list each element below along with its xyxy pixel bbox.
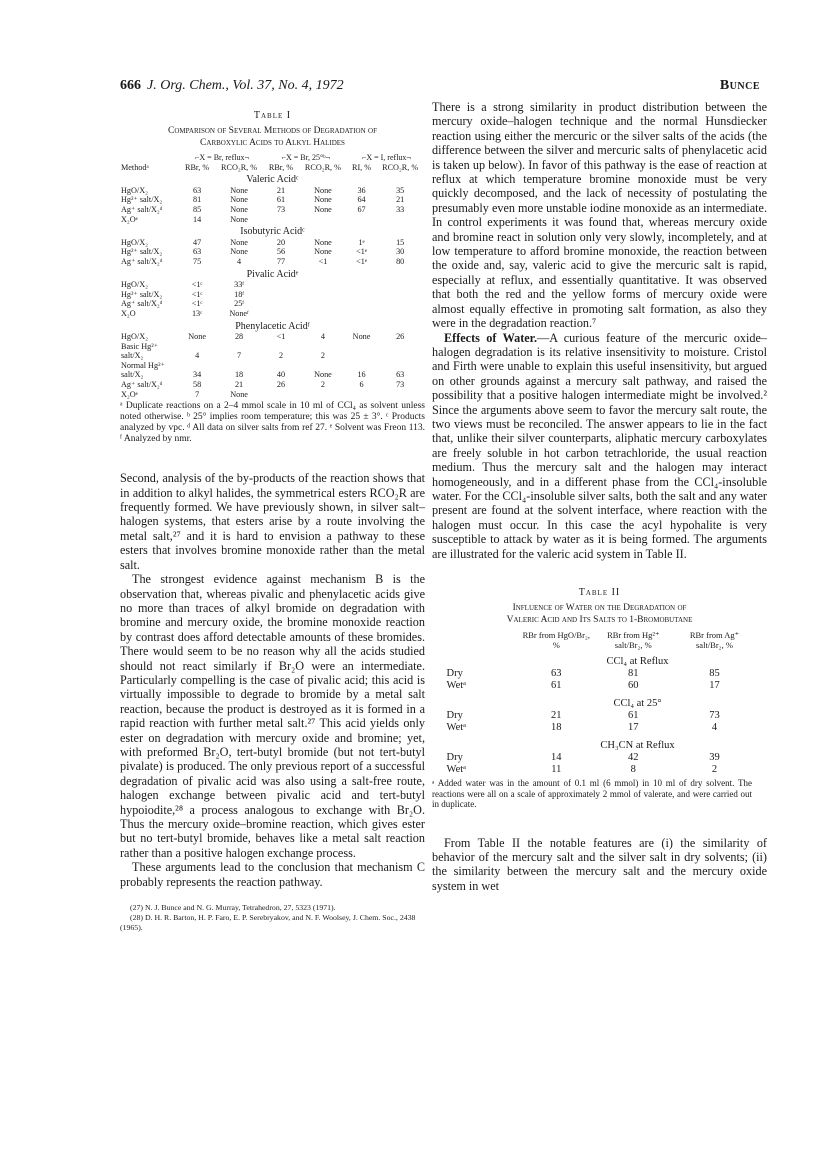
table-row [120,247,425,257]
value-cell: 26 [276,380,286,390]
table-row [120,205,425,215]
group-header: ⌐X = Br, reflux¬ [194,153,249,162]
value-cell: 14 [551,752,562,763]
value-cell: 63 [551,668,562,679]
paragraph [432,331,767,562]
value-cell [348,299,376,309]
spacer-cell [445,692,521,710]
value-cell [298,280,348,290]
condition-cell: Dry [446,752,463,763]
spacer-cell [445,650,521,668]
condition-cell: Wetᵃ [446,764,467,775]
column-header: RBr, % [184,162,210,172]
table2-caption-line: Valeric Acid and Its Salts to 1-Bromobutane [506,615,693,625]
value-cell [375,342,425,352]
table-row [120,370,425,380]
table-row [120,380,425,390]
value-cell: 4 [195,351,200,361]
value-cell [375,390,425,400]
value-cell: 56 [276,247,286,257]
table-row [120,238,425,248]
table1 [120,153,425,399]
table-row [120,299,425,309]
value-cell: 73 [396,380,405,390]
reference-28: (28) D. H. R. Barton, H. P. Faro, E. P. Serebryakov, and N. F. Woolsey, J. Chem. Soc., 2438 (1965). [120,913,416,933]
value-cell: 77 [276,256,286,266]
table2-body [445,650,755,776]
table1-body [120,172,425,399]
table-row [120,361,425,371]
section-title: Pivalic Acidᵉ [246,268,299,280]
table-row [120,390,425,400]
value-cell: <1 [318,256,328,266]
method-cell: X₂Oᵉ [121,214,138,224]
value-cell: None [314,237,332,247]
table2-column-header [445,630,755,650]
method-cell: Ag⁺ salt/X₂ᵈ [121,256,163,266]
value-cell: 1ᵉ [358,237,365,247]
value-cell [348,390,376,400]
column-header: RCO₂R, % [382,162,419,172]
value-cell: 4 [711,722,718,733]
table1-column-header [120,163,425,173]
method-label: Methodᵃ [121,162,149,172]
value-cell: 8 [630,764,636,775]
value-cell: 58 [193,380,202,390]
value-cell [348,280,376,290]
value-cell: 15 [396,237,405,247]
value-cell: 25ᶠ [234,299,244,309]
value-cell [348,351,376,361]
value-cell [298,342,348,352]
left-body-text [120,471,425,889]
value-cell: 2 [278,351,284,361]
table2-caption [432,602,767,626]
value-cell [214,361,264,371]
value-cell [264,215,298,225]
value-cell: <1ᶜ [191,289,203,299]
value-cell: 26 [396,332,405,342]
value-cell [375,299,425,309]
table-row [445,710,755,722]
table2-section-row [445,734,755,752]
value-cell [375,215,425,225]
section-heading: Effects of Water. [444,330,538,345]
value-cell: None [230,247,248,257]
value-cell [375,351,425,361]
method-cell: Basic Hg²⁺ [121,341,159,351]
table1-section-row [120,267,425,281]
table1-caption-line: Carboxylic Acids to Alkyl Halides [200,138,345,148]
value-cell [298,215,348,225]
paragraph: The strongest evidence against mechanism B is the observation that, whereas pivalic and phenylacetic acids give no more than traces of alkyl bromide on degradation with bromine and mercury oxide, the bromine monoxide reaction by contrast does afford detectable amounts of these bromides. There would seem to be no reason why all the acids studied should not react similarly if Br₂O were an intermediate. Particularly compelling is the case of pivalic acid; this acid is virtually impossible to degrade to bromide by a metal salt reaction, because the product is destroyed as it is formed in a rapid reaction with further metal salt.²⁷ This acid yields only ester on degradation with mercury oxide and bromine; yet, with preformed Br₂O, tert-butyl bromide (but not tert-butyl pivalate) is produced. The only previous report of a successful degradation of pivalic acid was also using a salt-free route, halogen exchange between pivalic acid and tert-butyl hypoiodite,²⁸ a process analogous to exchange with Br₂O. Thus the mercury oxide–bromine reaction, which gives ester but no tert-butyl bromide, behaves like a metal salt reaction rather than a positive halogen exchange process. [120,572,425,860]
method-cell: Ag⁺ salt/X₂ᵈ [121,380,163,390]
column-header: RCO₂R, % [221,162,258,172]
table-row [120,309,425,319]
method-cell: Hg²⁺ salt/X₂ [121,195,163,205]
value-cell: 2 [320,351,325,361]
value-cell [298,299,348,309]
value-cell: None [230,185,248,195]
value-cell: <1ᶜ [191,299,203,309]
page-header [120,78,760,94]
condition-cell: Dry [446,668,463,679]
value-cell: None [230,195,248,205]
value-cell: 7 [195,389,200,399]
table1-footnote: ᵃ Duplicate reactions on a 2–4 mmol scale in 10 ml of CCl₄ as solvent unless noted otherwise. ᵇ 25° implies room temperature; this was 25 ± 3°. ᶜ Products analyzed by vpc. ᵈ All data on silver salts from ref 27. ᵉ Solvent was Freon 113. ᶠ Analyzed by nmr. [120,401,425,445]
value-cell [298,390,348,400]
table-row [445,722,755,734]
table-row [445,680,755,692]
value-cell: 21 [234,380,244,390]
group-header: ⌐X = Br, 25°ᵇ¬ [281,153,331,162]
value-cell: 42 [628,752,639,763]
condition-cell: Dry [446,710,463,721]
value-cell: 21 [396,195,405,205]
value-cell: 61 [551,680,562,691]
value-cell [264,299,298,309]
value-cell: 64 [357,195,366,205]
method-cell: HgO/X₂ [121,332,148,342]
value-cell: 36 [357,185,366,195]
value-cell: 30 [396,247,405,257]
value-cell: 61 [628,710,639,721]
value-cell [348,361,376,371]
table1-number: Table I [253,110,292,121]
method-cell: salt/X₂ [121,351,144,361]
value-cell [375,280,425,290]
value-cell: None [230,214,248,224]
table-row [120,332,425,342]
table2 [445,630,755,776]
table-row [445,764,755,776]
value-cell: 60 [628,680,639,691]
value-cell: Noneᶠ [229,308,249,318]
section-title: CCl₄ at 25° [613,698,662,709]
table1-group-header [120,153,425,163]
value-cell: 14 [193,214,202,224]
value-cell: 2 [711,764,718,775]
paragraph: These arguments lead to the conclusion that mechanism C probably represents the reaction pathway. [120,860,425,889]
value-cell [264,290,298,300]
method-cell: HgO/X₂ [121,185,148,195]
method-cell: X₂Oᵉ [121,389,138,399]
value-cell: <1ᶜ [191,280,203,290]
value-cell: None [314,195,332,205]
value-cell: 7 [237,351,242,361]
section-title: CCl₄ at Reflux [606,656,669,667]
value-cell: 81 [628,668,639,679]
column-header: RCO₂R, % [304,162,341,172]
value-cell [264,280,298,290]
value-cell: None [230,204,248,214]
value-cell: 73 [709,710,720,721]
method-cell: Hg²⁺ salt/X₂ [121,247,163,257]
value-cell: 18ᶠ [234,289,244,299]
value-cell: 34 [193,370,202,380]
table-row [120,195,425,205]
right-body-text-lower [432,836,767,894]
value-cell: 85 [709,668,720,679]
table1-section-row [120,224,425,238]
value-cell: 40 [276,370,286,380]
spacer-cell [445,734,521,752]
value-cell: 33ᶠ [234,280,244,290]
condition-cell: Wetᵃ [446,722,467,733]
right-column [432,100,767,893]
paragraph: From Table II the notable features are (i) the similarity of behavior of the mercury salt and the silver salt in dry solvents; (ii) the similarity between the mercury salt and the mercury oxide system in wet [432,835,767,893]
value-cell [375,290,425,300]
value-cell: <1ᵉ [356,256,367,266]
method-cell: Hg²⁺ salt/X₂ [121,289,163,299]
value-cell: 6 [359,380,364,390]
value-cell: 16 [357,370,366,380]
value-cell: None [314,370,332,380]
value-cell: 81 [193,195,202,205]
value-cell [180,342,214,352]
table2-section-row [445,692,755,710]
paragraph-text: —A curious feature of the mercuric oxide–halogen degradation is its relative insensitivity to moisture. Cristol and Firth were unable to explain this useful insensitivity, but argued on other grounds against a mercury salt pathway, and raised the possibility that a positive halogen intermediate might be involved.² Since the arguments above seem to favor the mercury salt route, the two views must be reconciled. The answer appears to lie in the fact that, unlike their silver counterparts, aliphatic mercury carboxylates are freely soluble in hot carbon tetrachloride, the usual reaction medium. Thus the mercury salt and the halogen may interact homogeneously, and in a different phase from the CCl₄-insoluble water. For the CCl₄-insoluble silver salts, both the salt and any water present are found at the solvent interface, where reaction with the halogen must occur. In this case the acyl hypohalite is very susceptible to attack by water as it is being formed. The arguments are illustrated for the valeric acid system in Table II. [432,330,767,561]
value-cell: 13ᶜ [191,308,203,318]
right-body-text [432,100,767,561]
value-cell: None [188,332,206,342]
value-cell: None [314,185,332,195]
value-cell: 85 [193,204,202,214]
column-header: RBr from HgO/Br₂, % [522,630,590,650]
value-cell: 39 [709,752,720,763]
method-cell: Normal Hg²⁺ [121,360,165,370]
paragraph: Second, analysis of the by-products of the reaction shows that in addition to alkyl halides, the symmetrical esters RCO₂R are frequently formed. We have previously shown, in silver salt–halogen systems, that esters arise by a route involving the metal salt,²⁷ and it is hard to envision a pathway to these esters that involves bromine monoxide rather than the metal salt. [120,471,425,572]
value-cell: 17 [628,722,639,733]
table2-footnote: ᵃ Added water was in the amount of 0.1 ml (6 mmol) in 10 ml of dry solvent. The reactions were all on a scale of approximately 2 mmol of valerate, and were carried out in duplicate. [432,778,752,809]
value-cell: 17 [709,680,720,691]
value-cell [180,361,214,371]
table-row [120,186,425,196]
value-cell: 80 [396,256,405,266]
value-cell [214,342,264,352]
value-cell: 18 [234,370,244,380]
table-row [120,280,425,290]
column-header: RI, % [351,162,372,172]
table-row [120,257,425,267]
value-cell [264,390,298,400]
value-cell [348,290,376,300]
value-cell [298,361,348,371]
value-cell: 18 [551,722,562,733]
section-title: Isobutyric Acidᶜ [240,226,305,238]
table1-caption [120,125,425,149]
references [120,903,425,933]
value-cell: 20 [276,237,286,247]
value-cell: 4 [320,332,325,342]
table2-caption-line: Influence of Water on the Degradation of [512,603,687,613]
page-number: 666 [120,78,141,93]
table1-section-row [120,172,425,186]
value-cell [298,290,348,300]
value-cell: 63 [193,185,202,195]
running-author: Bunce [719,78,760,93]
value-cell: None [352,332,371,342]
value-cell: 28 [234,332,244,342]
value-cell [264,342,298,352]
value-cell: 11 [551,764,562,775]
value-cell [298,309,348,319]
table-row [120,215,425,225]
value-cell: 67 [357,204,366,214]
value-cell: 63 [396,370,405,380]
method-cell: Ag⁺ salt/X₂ᵈ [121,299,163,309]
table-row [120,290,425,300]
column-header: RBr from Hg²⁺ salt/Br₂, % [607,630,660,650]
method-cell: HgO/X₂ [121,237,148,247]
table1-section-row [120,319,425,333]
value-cell [264,361,298,371]
value-cell [348,215,376,225]
value-cell [375,361,425,371]
section-title: Valeric Acidᶜ [246,174,299,186]
value-cell: 73 [276,204,286,214]
value-cell: 47 [193,237,202,247]
value-cell: 75 [193,256,202,266]
table2-number: Table II [578,587,621,598]
value-cell: 63 [193,247,202,257]
method-cell: Ag⁺ salt/X₂ᵈ [121,204,163,214]
method-cell: X₂O [121,308,136,318]
method-cell: salt/X₂ [121,370,144,380]
column-header: RBr, % [268,162,294,172]
journal-citation: J. Org. Chem., Vol. 37, No. 4, 1972 [147,78,344,93]
table1-caption-line: Comparison of Several Methods of Degradation of [168,126,377,136]
table-row [120,342,425,352]
value-cell [264,309,298,319]
value-cell: None [230,389,248,399]
method-cell: HgO/X₂ [121,280,148,290]
left-column [120,100,425,933]
value-cell [375,309,425,319]
column-header: RBr from Ag⁺ salt/Br₂, % [689,630,740,650]
value-cell: <1 [276,332,286,342]
value-cell: 33 [396,204,405,214]
table-row [445,752,755,764]
value-cell [348,342,376,352]
value-cell: None [314,204,332,214]
value-cell: 21 [551,710,562,721]
condition-cell: Wetᵃ [446,680,467,691]
section-title: CH₃CN at Reflux [600,740,675,751]
table-row [445,668,755,680]
value-cell: 35 [396,185,405,195]
group-header: ⌐X = I, reflux¬ [361,153,411,162]
table2-section-row [445,650,755,668]
value-cell: None [230,237,248,247]
table-row [120,351,425,361]
reference-27: (27) N. J. Bunce and N. G. Murray, Tetrahedron, 27, 5323 (1971). [130,903,336,913]
value-cell [348,309,376,319]
value-cell: 61 [276,195,286,205]
value-cell: None [314,247,332,257]
value-cell: <1ᵉ [356,247,367,257]
paragraph: There is a strong similarity in product distribution between the mercury oxide–halogen technique and the normal Hunsdiecker reaction using either the mercuric or the silver salts of the acids (the difference between the silver and mercuric salts of phenylacetic acid is taken up below). In favor of this pathway is the ease of reaction at reflux at which temperature bromine monoxide must be very quickly decomposed, and the lack of necessity of postulating the presumably even more unstable iodine monoxide as an intermediate. In control experiments it was found that, whereas mercury oxide and bromine react in solution only very slowly, incompletely, and at low temperature to afford bromine monoxide, the reaction between the oxide and, say, valeric acid to give the mercuric salt is rapid, especially at reflux, and essentially quantitative. It was observed that both the red and the yellow forms of mercury oxide were almost equally effective in promoting salt formation, as also they were in the degradation reaction.⁷ [432,100,767,331]
value-cell: 2 [320,380,325,390]
value-cell: 21 [276,185,286,195]
value-cell: 4 [237,256,242,266]
section-title: Phenylacetic Acidᶠ [235,320,310,332]
